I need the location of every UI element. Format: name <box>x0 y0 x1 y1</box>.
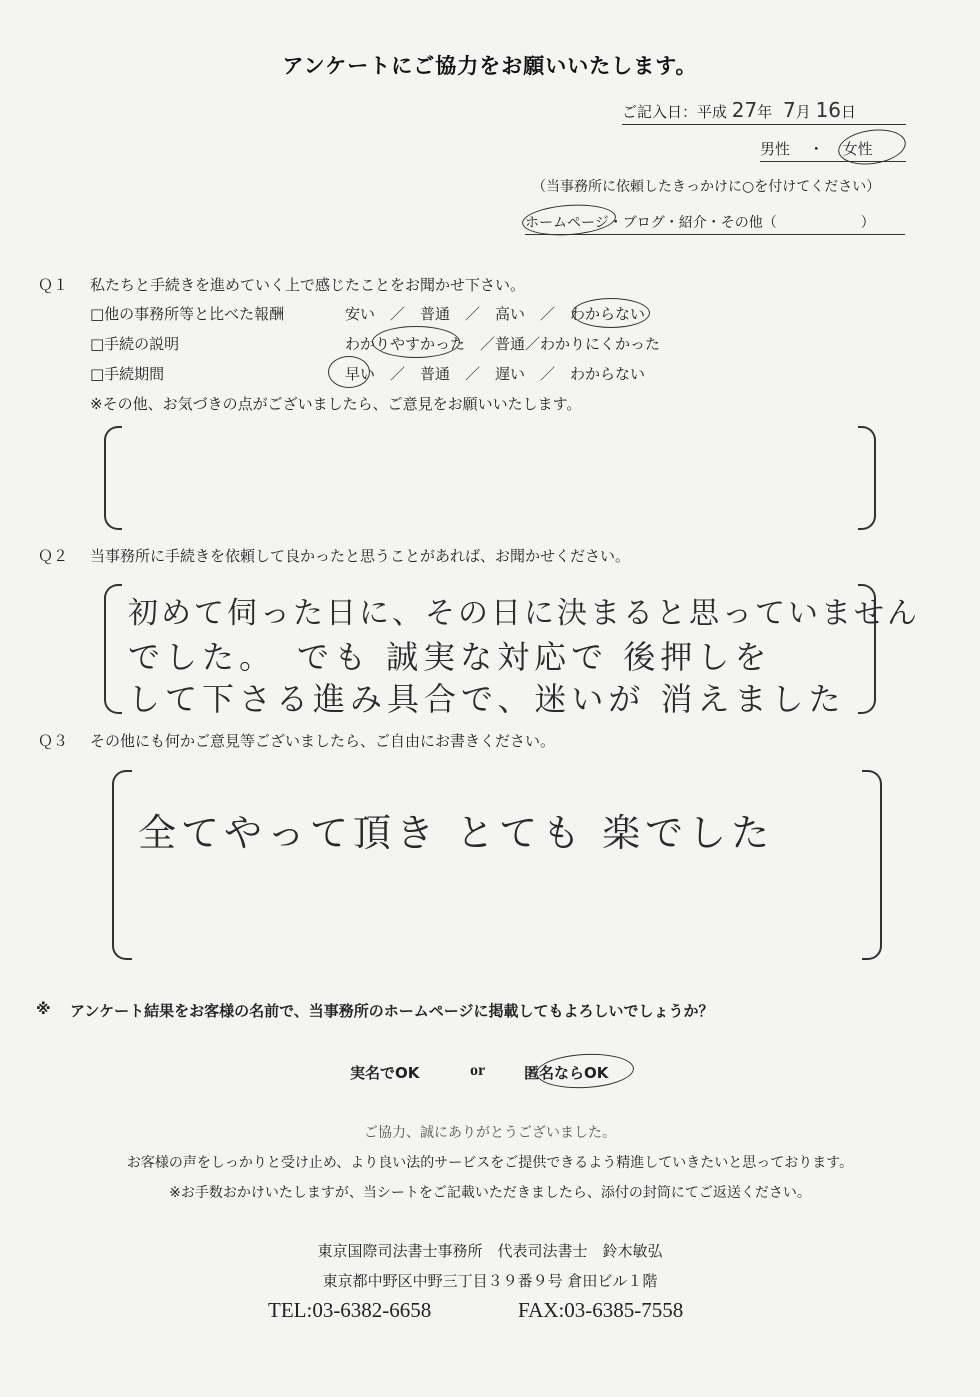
gender-separator: ・ <box>808 140 824 158</box>
q3-answer-line-1: 全てやって頂き とても 楽でした <box>138 811 775 855</box>
circle-mark-unknown <box>572 298 650 328</box>
publish-question: アンケート結果をお客様の名前で、当事務所のホームページに掲載してもよろしいでしょうか？ <box>70 1002 714 1020</box>
q1-row-period-options: 早い ／ 普通 ／ 遅い ／ わからない <box>345 365 646 383</box>
closing-thanks: ご協力、誠にありがとうございました。 <box>364 1125 616 1141</box>
closing-line-2: ※お手数おかけいたしますが、当シートをご記載いただきましたら、添付の封筒にてご返送ください。 <box>169 1185 811 1201</box>
gender-female: 女性 <box>842 140 873 158</box>
closing-line-1: お客様の声をしっかりと受け止め、より良い法的サービスをご提供できるよう精進していきたいと思っております。 <box>126 1155 854 1171</box>
q1-answer-bracket-right <box>858 426 876 530</box>
q3-answer-bracket-left <box>112 770 132 960</box>
q1-answer-bracket-left <box>104 426 122 530</box>
trigger-note: （当事務所に依頼したきっかけに○を付けてください） <box>532 179 881 195</box>
q2-answer-line-1: 初めて伺った日に、その日に決まると思っていません <box>128 596 920 631</box>
q1-row-explain-options: わかりやすかった ／普通／わかりにくかった <box>345 335 661 353</box>
q1-row-period-item: □手続期間 <box>90 365 165 383</box>
date-label: ご記入日：平成 <box>622 103 728 121</box>
publish-mark: ※ <box>36 1000 51 1018</box>
q1-row-fee-options: 安い ／ 普通 ／ 高い ／ わからない <box>345 305 646 323</box>
q1-row-explain-item: □手続の説明 <box>90 335 180 353</box>
q3-text: その他にも何かご意見等ございましたら、ご自由にお書きください。 <box>90 732 556 750</box>
q3-label: Ｑ３ <box>38 732 69 750</box>
q2-label: Ｑ２ <box>38 547 69 565</box>
q2-answer-line-3: して下さる進み具合で、迷いが 消えました <box>128 680 846 718</box>
q2-text: 当事務所に手続きを依頼して良かったと思うことがあれば、お聞かせください。 <box>90 547 631 565</box>
q1-row-fee-item: □他の事務所等と比べた報酬 <box>90 305 285 323</box>
footer-address: 東京都中野区中野三丁目３９番９号 倉田ビル１階 <box>322 1272 658 1290</box>
q2-answer-line-2: でした。 でも 誠実な対応で 後押しを <box>128 638 772 676</box>
circle-mark-anonymous <box>535 1051 635 1090</box>
footer-fax: FAX:03-6385-7558 <box>518 1298 684 1322</box>
circle-mark-easy <box>372 326 460 358</box>
q2-answer-bracket-left <box>104 584 122 714</box>
date-month-unit: 月 <box>795 103 811 121</box>
date-year: 27 <box>731 98 758 122</box>
q1-text: 私たちと手続きを進めていく上で感じたことをお聞かせ下さい。 <box>90 276 526 294</box>
publish-option-real-name: 実名でOK <box>350 1064 420 1082</box>
trigger-options: ホームページ・ブログ・紹介・その他（ ） <box>525 212 905 235</box>
date-year-unit: 年 <box>757 103 773 121</box>
q1-label: Ｑ１ <box>38 276 69 294</box>
date-day: 16 <box>815 98 842 122</box>
date-month: 7 <box>783 98 796 122</box>
circle-mark-fast <box>328 356 370 388</box>
publish-or: or <box>470 1062 486 1079</box>
page-title: アンケートにご協力をお願いいたします。 <box>282 54 698 78</box>
date-line <box>622 98 906 125</box>
q3-answer-bracket-right <box>862 770 882 960</box>
footer-tel: TEL:03-6382-6658 <box>268 1298 432 1322</box>
date-day-unit: 日 <box>841 103 857 121</box>
gender-male: 男性 <box>760 140 791 158</box>
footer-office: 東京国際司法書士事務所 代表司法書士 鈴木敏弘 <box>317 1242 663 1260</box>
publish-option-anonymous: 匿名ならOK <box>524 1064 609 1082</box>
q1-note: ※その他、お気づきの点がございましたら、ご意見をお願いいたします。 <box>90 395 582 413</box>
circle-mark-female <box>836 125 908 168</box>
